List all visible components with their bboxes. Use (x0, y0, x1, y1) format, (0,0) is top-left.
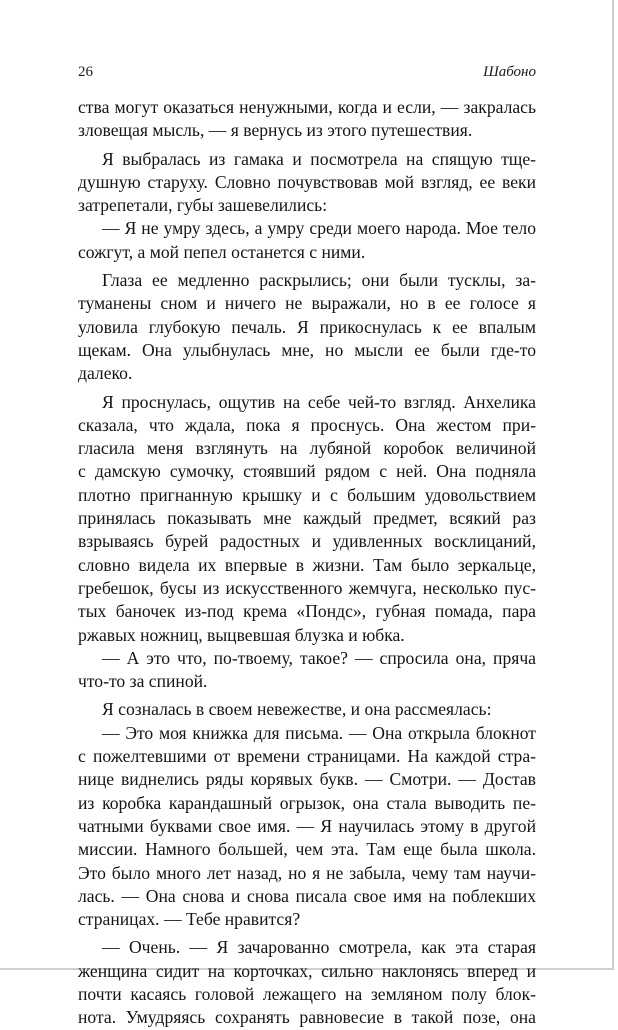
body-text (78, 96, 536, 1030)
text-line: из коробка карандашный огрызок, она стала выводить пе- (78, 792, 536, 813)
text-line: почти касаясь головой лежащего на земляном полу блок- (78, 983, 536, 1004)
text-line: Я проснулась, ощутив на себе чей-то взгляд. Анхелика (102, 391, 536, 412)
text-line: ства могут оказаться ненужными, когда и если, — закралась (78, 97, 536, 117)
text-line: плотно пригнанную крышку и с большим удовольствием (78, 484, 536, 505)
text-line: Это было много лет назад, но я не забыла, чему там научи- (78, 862, 536, 883)
text-line: сказала, что ждала, пока я проснусь. Она жестом при- (78, 414, 536, 435)
text-line: гласила меня взглянуть на лубяной коробок величиной (78, 438, 536, 459)
page-number: 26 (78, 64, 93, 80)
text-line: нице виднелись ряды корявых букв. — Смотри. — Достав (78, 769, 536, 790)
text-line: миссии. Намного большей, чем эта. Там еще была школа. (78, 839, 536, 860)
text-line: ржавых ножниц, выцвевшая блузка и юбка. (78, 624, 405, 645)
text-line: — Очень. — Я зачарованно смотрела, как эта старая (102, 937, 536, 958)
text-line: — Я не умру здесь, а умру среди моего народа. Мое тело (102, 218, 536, 239)
text-line: уловила глубокую печаль. Я прикоснулась к ее впалым (78, 316, 536, 337)
text-line: словно видела их впервые в жизни. Там было зеркальце, (78, 554, 536, 575)
text-line: сожгут, а мой пепел останется с ними. (78, 241, 366, 262)
text-line: гребешок, бусы из искусственного жемчуга, несколько пус- (78, 577, 536, 598)
running-head (78, 64, 536, 84)
text-line: женщина сидит на корточках, сильно наклонясь вперед и (78, 960, 536, 981)
text-line: принялась показывать мне каждый предмет, всякий раз (78, 508, 536, 529)
text-line: страницах. — Тебе нравится? (78, 909, 301, 930)
text-line: что-то за спиной. (78, 671, 208, 692)
text-line: с пожелтевшими от времени страницами. На каждой стра- (78, 746, 536, 767)
text-line: зловещая мысль, — я вернусь из этого путешествия. (78, 120, 473, 141)
text-line: далеко. (78, 363, 133, 384)
text-line: щекам. Она улыбнулась мне, но мысли ее были где-то (78, 339, 536, 360)
text-line: тых баночек из-под крема «Пондс», губная помада, пара (78, 601, 536, 622)
text-line: нота. Умудряясь сохранять равновесие в такой позе, она (78, 1007, 536, 1028)
text-line: Глаза ее медленно раскрылись; они были тусклы, за- (102, 270, 536, 291)
book-title: Шабоно (483, 64, 536, 80)
text-line: Я созналась в своем невежестве, и она рассмеялась: (102, 699, 492, 720)
text-line: чатными буквами свое имя. — Я научилась этому в другой (78, 815, 536, 836)
text-line: с дамскую сумочку, стоявший рядом с ней. Она подняла (78, 461, 536, 482)
text-line: лась. — Она снова и снова писала свое имя на поблекших (78, 885, 536, 906)
text-line: — А это что, по-твоему, такое? — спросила она, пряча (102, 647, 536, 668)
text-line: взрываясь бурей радостных и удивленных восклицаний, (78, 531, 536, 552)
text-line: Я выбралась из гамака и посмотрела на спящую тще- (102, 148, 536, 169)
text-line: туманены сном и ничего не выражали, но в ее голосе я (78, 293, 536, 314)
text-line: душную старуху. Словно почувствовав мой взгляд, ее веки (78, 171, 536, 192)
text-line: затрепетали, губы зашевелились: (78, 195, 328, 216)
text-line: — Это моя книжка для письма. — Она открыла блокнот (102, 722, 536, 743)
